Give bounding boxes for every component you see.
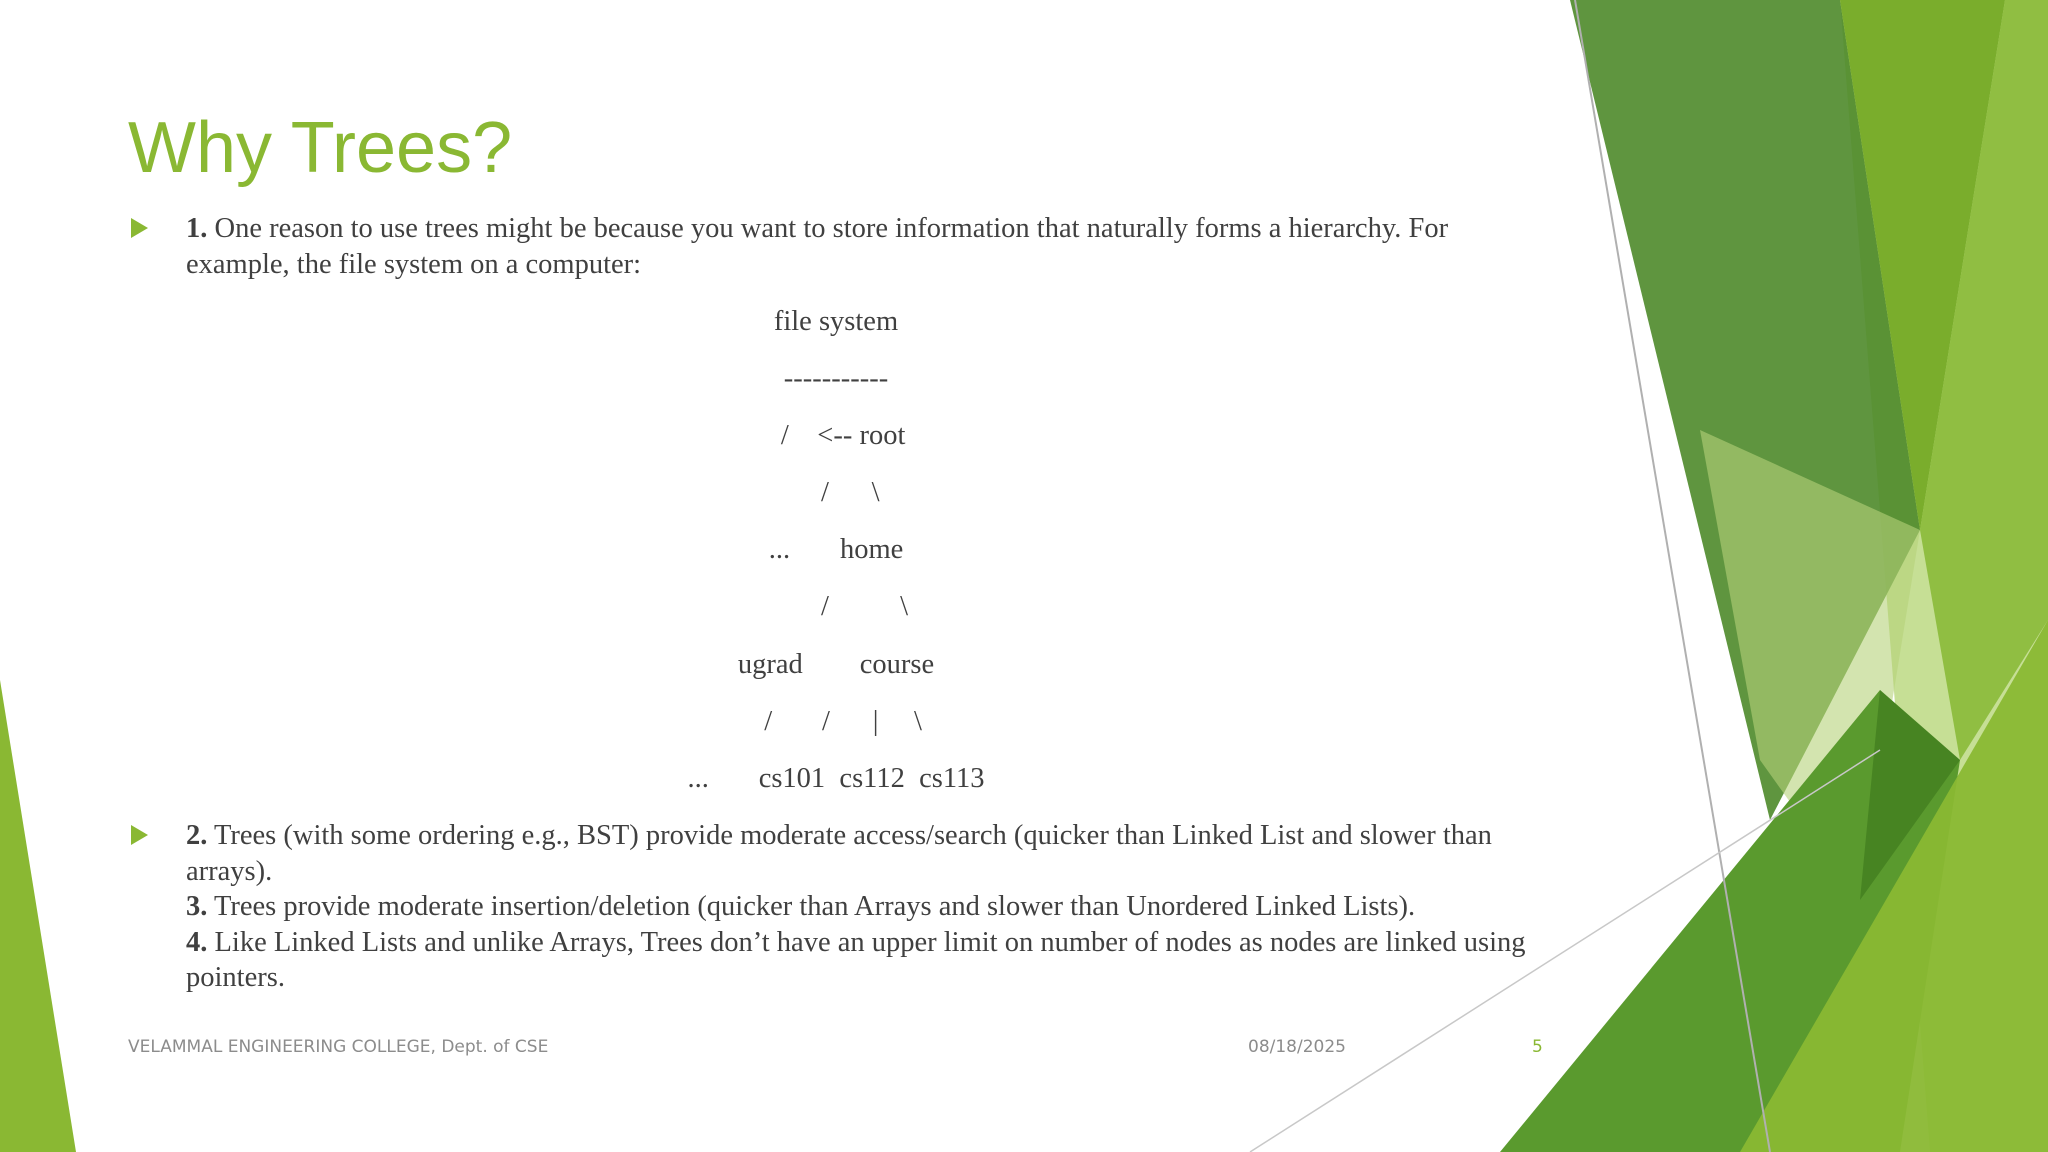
tree-line: / \: [792, 477, 880, 508]
bullet-2: [186, 818, 1526, 996]
bullet-arrow-icon: [131, 218, 148, 238]
tree-line: ugrad course: [737, 649, 935, 680]
tree-line: ... cs101 cs112 cs113: [687, 763, 985, 794]
tree-line: / <-- root: [766, 420, 906, 451]
slide-title: Why Trees?: [128, 108, 513, 188]
bullet-1-number: 1.: [186, 213, 208, 244]
footer-org: VELAMMAL ENGINEERING COLLEGE, Dept. of CSE: [128, 1037, 549, 1057]
tree-line: / / | \: [750, 706, 922, 737]
footer-date: 08/18/2025: [1248, 1037, 1346, 1057]
line-number: 3.: [186, 891, 208, 922]
bullet-arrow-icon: [131, 825, 148, 845]
left-facet: [0, 680, 76, 1152]
tree-line: ... home: [768, 534, 904, 565]
line-text: Trees (with some ordering e.g., BST) provide moderate access/search (quicker than Linked List and slower than arrays).: [186, 820, 1492, 887]
bullet-2-line: [186, 889, 1526, 925]
bullet-1-text: One reason to use trees might be because you want to store information that naturally forms a hierarchy. For example, the file system on a computer:: [186, 213, 1449, 280]
tree-line: / \: [763, 591, 909, 622]
bullet-2-line: [186, 925, 1526, 996]
tree-line: -----------: [783, 363, 889, 394]
tree-line: file system: [773, 306, 899, 337]
line-text: Like Linked Lists and unlike Arrays, Trees don’t have an upper limit on number of nodes as nodes are linked using pointers.: [186, 926, 1526, 993]
line-text: Trees provide moderate insertion/deletion (quicker than Arrays and slower than Unordered Linked Lists).: [207, 891, 1416, 922]
bullet-1: [186, 211, 1526, 282]
page-number: 5: [1532, 1037, 1543, 1057]
bullet-2-line: [186, 818, 1526, 889]
line-number: 2.: [186, 820, 208, 851]
line-number: 4.: [186, 926, 208, 958]
